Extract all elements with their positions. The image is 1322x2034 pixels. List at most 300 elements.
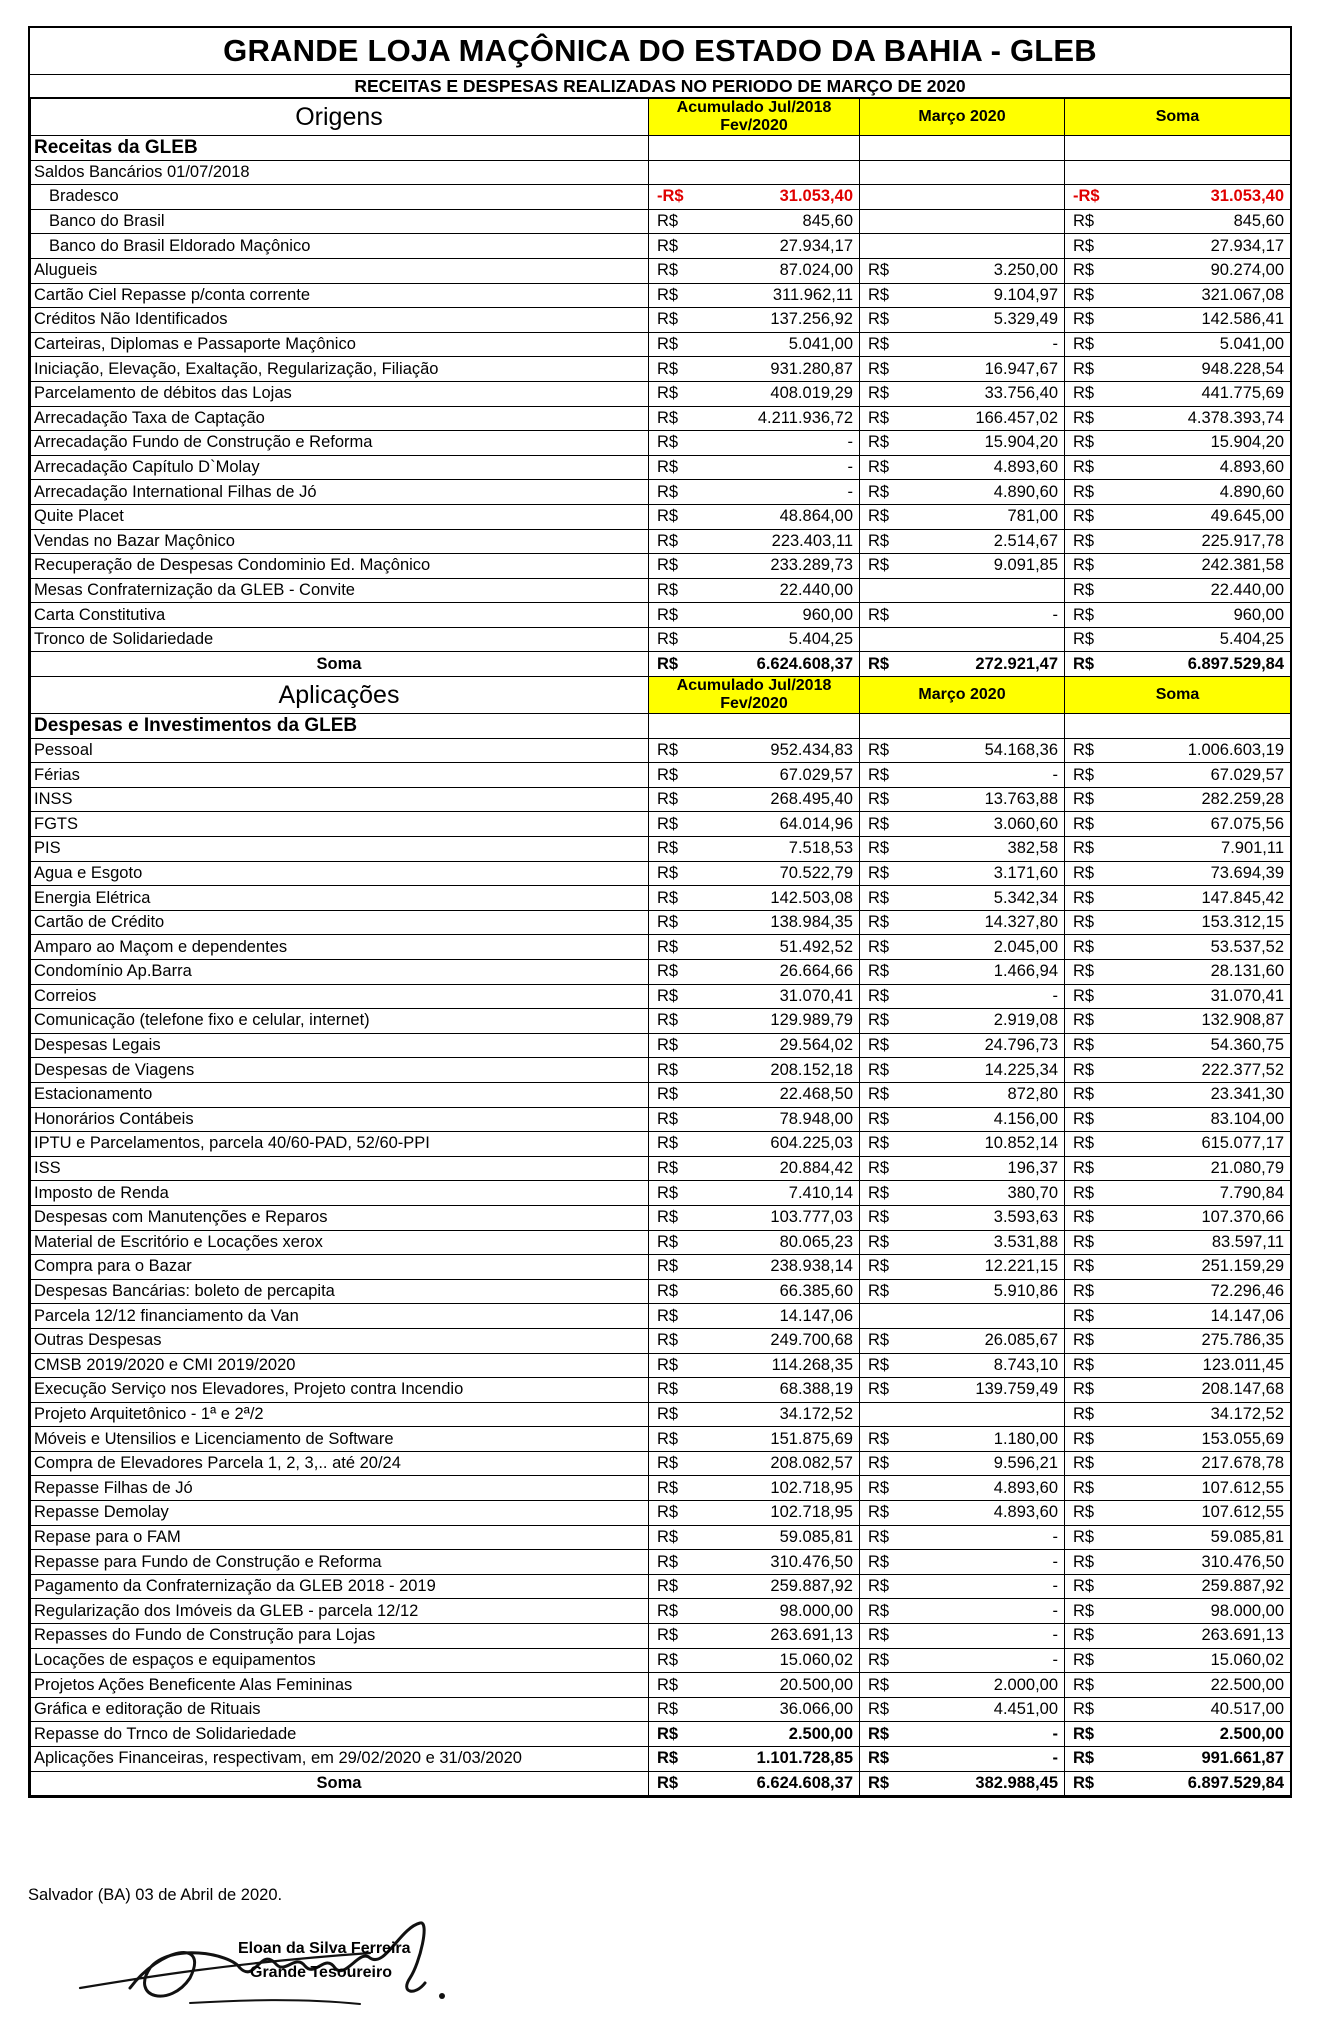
- value-march: 16.947,67: [900, 357, 1065, 382]
- row-label: Parcelamento de débitos das Lojas: [31, 381, 649, 406]
- currency-cell: R$: [1065, 357, 1105, 382]
- currency-cell: R$: [860, 1624, 900, 1649]
- currency-cell: R$: [649, 431, 689, 456]
- row-label: Execução Serviço nos Elevadores, Projeto contra Incendio: [31, 1378, 649, 1403]
- row-label: Projeto Arquitetônico - 1ª e 2ª/2: [31, 1402, 649, 1427]
- value-sum: 4.890,60: [1105, 480, 1291, 505]
- value-sum: 15.904,20: [1105, 431, 1291, 456]
- row-label: Arrecadação International Filhas de Jó: [31, 480, 649, 505]
- currency-cell: R$: [1065, 837, 1105, 862]
- currency-cell: R$: [1065, 763, 1105, 788]
- table-row: [31, 1230, 1291, 1255]
- currency-cell: R$: [860, 1082, 900, 1107]
- table-row: [31, 1648, 1291, 1673]
- report-title: GRANDE LOJA MAÇÔNICA DO ESTADO DA BAHIA - GLEB: [30, 28, 1290, 75]
- value-march: -: [900, 1574, 1065, 1599]
- value-march: 382,58: [900, 837, 1065, 862]
- value-march: 4.893,60: [900, 1501, 1065, 1526]
- column-header-sum: Soma: [1065, 99, 1291, 136]
- table-row: [31, 1033, 1291, 1058]
- value-march: 2.919,08: [900, 1009, 1065, 1034]
- value-accum: 67.029,57: [689, 763, 860, 788]
- row-label: Compra para o Bazar: [31, 1255, 649, 1280]
- currency-cell: R$: [649, 1009, 689, 1034]
- value-march: -: [900, 763, 1065, 788]
- value-sum: 153.312,15: [1105, 910, 1291, 935]
- currency-cell: R$: [649, 1697, 689, 1722]
- currency-cell: R$: [649, 935, 689, 960]
- value-sum: 59.085,81: [1105, 1525, 1291, 1550]
- value-sum: 67.029,57: [1105, 763, 1291, 788]
- table-row: [31, 910, 1291, 935]
- currency-cell: R$: [860, 837, 900, 862]
- table-row: [31, 1501, 1291, 1526]
- row-label: Honorários Contábeis: [31, 1107, 649, 1132]
- value-march: [900, 578, 1065, 603]
- row-label: Repasse Demolay: [31, 1501, 649, 1526]
- column-header-march: Março 2020: [860, 99, 1065, 136]
- row-label: Despesas de Viagens: [31, 1058, 649, 1083]
- value-march: 3.593,63: [900, 1205, 1065, 1230]
- value-sum: 948.228,54: [1105, 357, 1291, 382]
- table-row: [31, 1722, 1291, 1747]
- value-march: 2.045,00: [900, 935, 1065, 960]
- value-accum: 51.492,52: [689, 935, 860, 960]
- row-label: Gráfica e editoração de Rituais: [31, 1697, 649, 1722]
- currency-cell: R$: [1065, 984, 1105, 1009]
- row-label: INSS: [31, 787, 649, 812]
- value-march: -: [900, 1599, 1065, 1624]
- value-march: -: [900, 984, 1065, 1009]
- currency-cell: R$: [1065, 812, 1105, 837]
- section-heading: Aplicações: [31, 677, 649, 714]
- value-accum: 64.014,96: [689, 812, 860, 837]
- row-label: Carta Constitutiva: [31, 603, 649, 628]
- currency-cell: R$: [1065, 578, 1105, 603]
- value-accum: 80.065,23: [689, 1230, 860, 1255]
- column-header-sum: Soma: [1065, 677, 1291, 714]
- value-accum: 1.101.728,85: [689, 1747, 860, 1772]
- value-sum: 208.147,68: [1105, 1378, 1291, 1403]
- currency-cell: R$: [649, 1402, 689, 1427]
- currency-cell: R$: [649, 308, 689, 333]
- value-sum: 147.845,42: [1105, 886, 1291, 911]
- value-march: 2.514,67: [900, 529, 1065, 554]
- table-row: [31, 209, 1291, 234]
- currency-cell: R$: [649, 861, 689, 886]
- currency-cell: R$: [1065, 381, 1105, 406]
- currency-cell: R$: [1065, 603, 1105, 628]
- currency-cell: R$: [1065, 1697, 1105, 1722]
- currency-cell: R$: [1065, 1525, 1105, 1550]
- currency-cell: [860, 578, 900, 603]
- currency-cell: R$: [649, 480, 689, 505]
- report-table: [30, 98, 1291, 1796]
- total-accum: 6.624.608,37: [689, 652, 860, 677]
- row-label: Imposto de Renda: [31, 1181, 649, 1206]
- currency-cell: R$: [649, 455, 689, 480]
- value-march: -: [900, 1722, 1065, 1747]
- currency-cell: R$: [860, 1648, 900, 1673]
- table-row: [31, 160, 1291, 185]
- column-header-accum: Acumulado Jul/2018 Fev/2020: [649, 677, 860, 714]
- value-sum: 991.661,87: [1105, 1747, 1291, 1772]
- currency-cell: R$: [1065, 627, 1105, 652]
- table-row: [31, 1082, 1291, 1107]
- value-accum: 31.053,40: [689, 185, 860, 210]
- currency-cell: R$: [860, 935, 900, 960]
- currency-cell: R$: [860, 886, 900, 911]
- value-sum: 83.597,11: [1105, 1230, 1291, 1255]
- signer-name: Eloan da Silva Ferreira: [238, 1940, 411, 1957]
- value-accum: 7.410,14: [689, 1181, 860, 1206]
- currency-cell: R$: [649, 1082, 689, 1107]
- table-row: [31, 935, 1291, 960]
- row-label: Comunicação (telefone fixo e celular, internet): [31, 1009, 649, 1034]
- currency-cell: R$: [649, 1107, 689, 1132]
- table-row: [31, 1747, 1291, 1772]
- currency-cell: [860, 160, 900, 185]
- total-row: [31, 652, 1291, 677]
- table-row: [31, 234, 1291, 259]
- currency-cell: R$: [860, 357, 900, 382]
- currency-cell: R$: [860, 1525, 900, 1550]
- value-march: 12.221,15: [900, 1255, 1065, 1280]
- row-label: Repasses do Fundo de Construção para Lojas: [31, 1624, 649, 1649]
- table-row: [31, 1255, 1291, 1280]
- currency-cell: R$: [649, 984, 689, 1009]
- table-row: [31, 406, 1291, 431]
- row-label: Mesas Confraternização da GLEB - Convite: [31, 578, 649, 603]
- currency-cell: R$: [860, 1451, 900, 1476]
- row-label: Repasse para Fundo de Construção e Reforma: [31, 1550, 649, 1575]
- currency-cell: R$: [649, 960, 689, 985]
- value-accum: 408.019,29: [689, 381, 860, 406]
- value-march: 4.156,00: [900, 1107, 1065, 1132]
- currency-cell: R$: [1065, 406, 1105, 431]
- row-label: Arrecadação Taxa de Captação: [31, 406, 649, 431]
- currency-cell: R$: [1065, 910, 1105, 935]
- currency-cell: R$: [649, 652, 689, 677]
- column-header-row: [31, 677, 1291, 714]
- value-sum: 321.067,08: [1105, 283, 1291, 308]
- value-sum: 845,60: [1105, 209, 1291, 234]
- value-sum: 153.055,69: [1105, 1427, 1291, 1452]
- section-heading: Origens: [31, 99, 649, 136]
- value-march: [900, 185, 1065, 210]
- row-label: Banco do Brasil: [31, 209, 649, 234]
- row-label: Repase para o FAM: [31, 1525, 649, 1550]
- value-accum: 87.024,00: [689, 258, 860, 283]
- value-sum: 31.053,40: [1105, 185, 1291, 210]
- value-sum: 107.612,55: [1105, 1501, 1291, 1526]
- value-sum: 107.612,55: [1105, 1476, 1291, 1501]
- row-label: Compra de Elevadores Parcela 1, 2, 3,.. até 20/24: [31, 1451, 649, 1476]
- row-label: Arrecadação Capítulo D`Molay: [31, 455, 649, 480]
- signer-role: Grande Tesoureiro: [250, 1964, 392, 1981]
- value-accum: 15.060,02: [689, 1648, 860, 1673]
- value-accum: 5.041,00: [689, 332, 860, 357]
- table-row: [31, 578, 1291, 603]
- value-march: -: [900, 1747, 1065, 1772]
- table-row: [31, 812, 1291, 837]
- table-row: [31, 627, 1291, 652]
- currency-cell: R$: [1065, 1451, 1105, 1476]
- currency-cell: R$: [649, 1599, 689, 1624]
- currency-cell: R$: [860, 1255, 900, 1280]
- value-accum: 845,60: [689, 209, 860, 234]
- table-row: [31, 603, 1291, 628]
- currency-cell: [860, 1402, 900, 1427]
- value-sum: 251.159,29: [1105, 1255, 1291, 1280]
- total-march: 272.921,47: [900, 652, 1065, 677]
- value-accum: 151.875,69: [689, 1427, 860, 1452]
- currency-cell: [860, 627, 900, 652]
- table-row: [31, 357, 1291, 382]
- value-accum: 66.385,60: [689, 1279, 860, 1304]
- table-row: [31, 1181, 1291, 1206]
- value-accum: -: [689, 455, 860, 480]
- currency-cell: R$: [860, 1009, 900, 1034]
- currency-cell: R$: [1065, 1771, 1105, 1796]
- currency-cell: R$: [860, 480, 900, 505]
- empty-cell: [860, 714, 1065, 739]
- currency-cell: R$: [860, 1574, 900, 1599]
- value-march: 872,80: [900, 1082, 1065, 1107]
- currency-cell: [860, 1304, 900, 1329]
- value-sum: 28.131,60: [1105, 960, 1291, 985]
- table-row: [31, 886, 1291, 911]
- currency-cell: R$: [1065, 1747, 1105, 1772]
- currency-cell: R$: [860, 984, 900, 1009]
- value-march: 3.171,60: [900, 861, 1065, 886]
- value-march: 3.531,88: [900, 1230, 1065, 1255]
- total-row: [31, 1771, 1291, 1796]
- table-row: [31, 738, 1291, 763]
- value-sum: 259.887,92: [1105, 1574, 1291, 1599]
- row-label: Pessoal: [31, 738, 649, 763]
- value-sum: 282.259,28: [1105, 787, 1291, 812]
- row-label: Material de Escritório e Locações xerox: [31, 1230, 649, 1255]
- currency-cell: R$: [1065, 554, 1105, 579]
- currency-cell: R$: [1065, 234, 1105, 259]
- value-sum: 98.000,00: [1105, 1599, 1291, 1624]
- value-march: [900, 1402, 1065, 1427]
- currency-cell: R$: [649, 1328, 689, 1353]
- currency-cell: R$: [1065, 1501, 1105, 1526]
- currency-cell: R$: [1065, 1378, 1105, 1403]
- currency-cell: R$: [649, 1451, 689, 1476]
- currency-cell: R$: [1065, 455, 1105, 480]
- currency-cell: [649, 160, 689, 185]
- row-label: Iniciação, Elevação, Exaltação, Regularização, Filiação: [31, 357, 649, 382]
- row-label: Outras Despesas: [31, 1328, 649, 1353]
- currency-cell: R$: [860, 1599, 900, 1624]
- value-march: 5.329,49: [900, 308, 1065, 333]
- row-label: Condomínio Ap.Barra: [31, 960, 649, 985]
- value-accum: 238.938,14: [689, 1255, 860, 1280]
- value-accum: 137.256,92: [689, 308, 860, 333]
- currency-cell: -R$: [1065, 185, 1105, 210]
- table-row: [31, 787, 1291, 812]
- currency-cell: R$: [860, 1378, 900, 1403]
- value-accum: 26.664,66: [689, 960, 860, 985]
- currency-cell: R$: [1065, 1304, 1105, 1329]
- row-label: Estacionamento: [31, 1082, 649, 1107]
- table-row: [31, 1156, 1291, 1181]
- currency-cell: R$: [649, 787, 689, 812]
- currency-cell: R$: [860, 1353, 900, 1378]
- currency-cell: R$: [649, 627, 689, 652]
- currency-cell: R$: [649, 504, 689, 529]
- table-row: [31, 984, 1291, 1009]
- value-accum: 102.718,95: [689, 1501, 860, 1526]
- currency-cell: R$: [649, 258, 689, 283]
- table-row: [31, 1476, 1291, 1501]
- value-march: 9.091,85: [900, 554, 1065, 579]
- currency-cell: R$: [1065, 308, 1105, 333]
- row-label: Cartão Ciel Repasse p/conta corrente: [31, 283, 649, 308]
- currency-cell: R$: [1065, 1033, 1105, 1058]
- total-sum: 6.897.529,84: [1105, 652, 1291, 677]
- currency-cell: R$: [649, 1673, 689, 1698]
- currency-cell: R$: [1065, 652, 1105, 677]
- empty-cell: [1065, 714, 1291, 739]
- currency-cell: R$: [860, 1501, 900, 1526]
- currency-cell: R$: [860, 1279, 900, 1304]
- value-accum: 20.500,00: [689, 1673, 860, 1698]
- column-header-march: Março 2020: [860, 677, 1065, 714]
- value-march: 9.596,21: [900, 1451, 1065, 1476]
- currency-cell: R$: [1065, 1402, 1105, 1427]
- value-sum: 40.517,00: [1105, 1697, 1291, 1722]
- value-accum: 20.884,42: [689, 1156, 860, 1181]
- value-accum: 114.268,35: [689, 1353, 860, 1378]
- currency-cell: R$: [860, 1771, 900, 1796]
- row-label: Bradesco: [31, 185, 649, 210]
- currency-cell: R$: [649, 763, 689, 788]
- value-sum: 27.934,17: [1105, 234, 1291, 259]
- value-sum: 225.917,78: [1105, 529, 1291, 554]
- currency-cell: R$: [1065, 1574, 1105, 1599]
- value-sum: 22.440,00: [1105, 578, 1291, 603]
- row-label: Projetos Ações Beneficente Alas Femininas: [31, 1673, 649, 1698]
- currency-cell: R$: [860, 1747, 900, 1772]
- currency-cell: R$: [649, 283, 689, 308]
- currency-cell: R$: [649, 1624, 689, 1649]
- currency-cell: R$: [649, 1058, 689, 1083]
- row-label: Energia Elétrica: [31, 886, 649, 911]
- value-march: -: [900, 1624, 1065, 1649]
- value-accum: 5.404,25: [689, 627, 860, 652]
- currency-cell: R$: [649, 910, 689, 935]
- value-sum: 22.500,00: [1105, 1673, 1291, 1698]
- total-label: Soma: [31, 1771, 649, 1796]
- table-row: [31, 1205, 1291, 1230]
- value-march: 10.852,14: [900, 1132, 1065, 1157]
- currency-cell: R$: [860, 812, 900, 837]
- value-accum: -: [689, 480, 860, 505]
- currency-cell: R$: [649, 1378, 689, 1403]
- value-march: 13.763,88: [900, 787, 1065, 812]
- currency-cell: R$: [1065, 209, 1105, 234]
- currency-cell: R$: [1065, 1255, 1105, 1280]
- currency-cell: R$: [1065, 1673, 1105, 1698]
- value-accum: 22.468,50: [689, 1082, 860, 1107]
- table-row: [31, 1574, 1291, 1599]
- currency-cell: R$: [860, 1697, 900, 1722]
- currency-cell: R$: [1065, 283, 1105, 308]
- value-march: 5.910,86: [900, 1279, 1065, 1304]
- value-march: 1.466,94: [900, 960, 1065, 985]
- value-accum: 233.289,73: [689, 554, 860, 579]
- currency-cell: R$: [860, 910, 900, 935]
- value-accum: 29.564,02: [689, 1033, 860, 1058]
- currency-cell: R$: [649, 738, 689, 763]
- empty-cell: [649, 714, 860, 739]
- value-accum: 310.476,50: [689, 1550, 860, 1575]
- value-sum: 222.377,52: [1105, 1058, 1291, 1083]
- row-label: Férias: [31, 763, 649, 788]
- currency-cell: R$: [860, 603, 900, 628]
- value-sum: 31.070,41: [1105, 984, 1291, 1009]
- table-row: [31, 1279, 1291, 1304]
- row-label: Regularização dos Imóveis da GLEB - parcela 12/12: [31, 1599, 649, 1624]
- currency-cell: R$: [860, 1722, 900, 1747]
- value-accum: 2.500,00: [689, 1722, 860, 1747]
- currency-cell: R$: [860, 1427, 900, 1452]
- currency-cell: R$: [1065, 935, 1105, 960]
- table-row: [31, 504, 1291, 529]
- value-accum: 223.403,11: [689, 529, 860, 554]
- currency-cell: R$: [1065, 960, 1105, 985]
- value-march: [900, 209, 1065, 234]
- value-sum: 73.694,39: [1105, 861, 1291, 886]
- empty-cell: [649, 136, 860, 161]
- place-date: Salvador (BA) 03 de Abril de 2020.: [28, 1886, 283, 1904]
- value-march: 8.743,10: [900, 1353, 1065, 1378]
- row-label: FGTS: [31, 812, 649, 837]
- currency-cell: R$: [860, 308, 900, 333]
- value-march: 5.342,34: [900, 886, 1065, 911]
- row-label: ISS: [31, 1156, 649, 1181]
- currency-cell: R$: [649, 529, 689, 554]
- currency-cell: R$: [1065, 886, 1105, 911]
- currency-cell: R$: [860, 1156, 900, 1181]
- value-sum: 7.901,11: [1105, 837, 1291, 862]
- currency-cell: R$: [860, 787, 900, 812]
- row-label: Despesas Legais: [31, 1033, 649, 1058]
- currency-cell: R$: [1065, 1058, 1105, 1083]
- value-accum: 27.934,17: [689, 234, 860, 259]
- value-accum: 78.948,00: [689, 1107, 860, 1132]
- currency-cell: -R$: [649, 185, 689, 210]
- currency-cell: R$: [860, 652, 900, 677]
- table-row: [31, 332, 1291, 357]
- empty-cell: [860, 136, 1065, 161]
- value-march: [900, 627, 1065, 652]
- section-title-row: [31, 714, 1291, 739]
- value-accum: 4.211.936,72: [689, 406, 860, 431]
- currency-cell: R$: [1065, 1009, 1105, 1034]
- row-label: Banco do Brasil Eldorado Maçônico: [31, 234, 649, 259]
- table-row: [31, 431, 1291, 456]
- currency-cell: R$: [649, 1476, 689, 1501]
- table-row: [31, 837, 1291, 862]
- currency-cell: R$: [1065, 1624, 1105, 1649]
- table-row: [31, 1009, 1291, 1034]
- value-accum: 68.388,19: [689, 1378, 860, 1403]
